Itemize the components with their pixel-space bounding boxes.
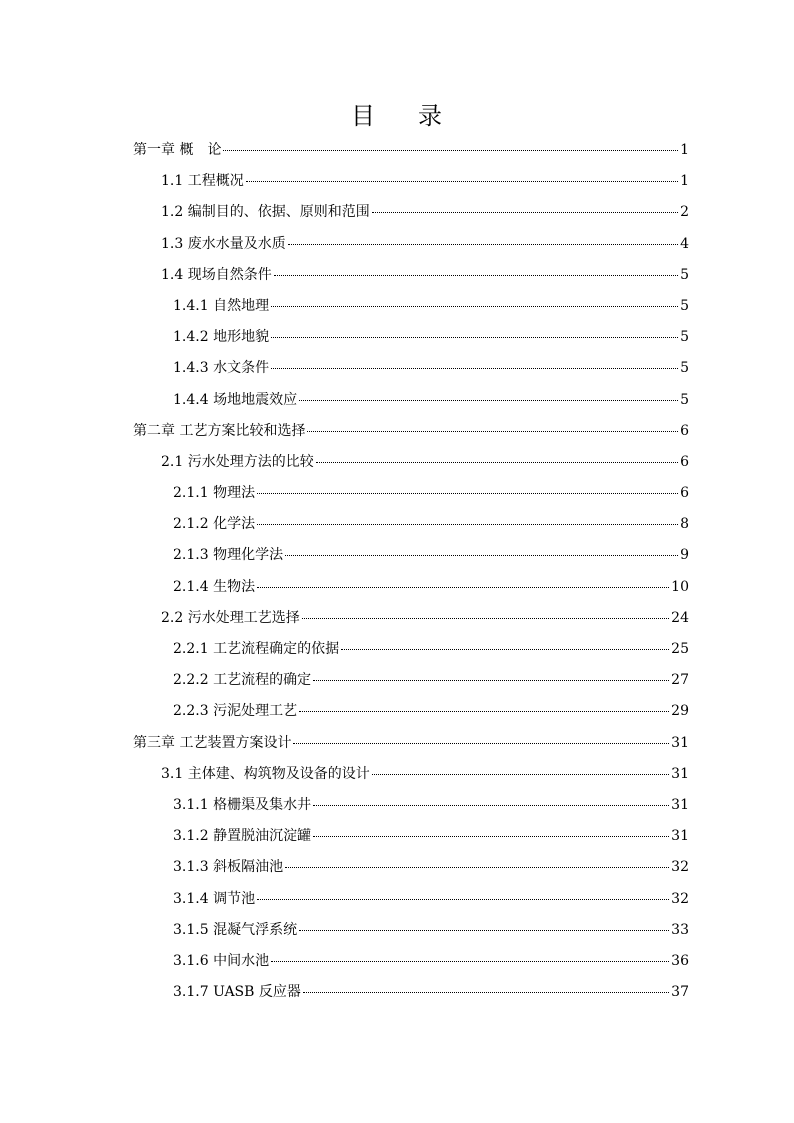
toc-dot-leader: [313, 680, 669, 681]
toc-dot-leader: [271, 368, 678, 369]
toc-entry-page-number: 1: [680, 142, 689, 158]
toc-entry[interactable]: [133, 576, 689, 607]
toc-entry-page-number: 29: [671, 703, 689, 720]
toc-entry[interactable]: [133, 981, 689, 1012]
toc-dot-leader: [285, 555, 678, 556]
toc-entry-label: 1.2 编制目的、依据、原则和范围: [161, 204, 370, 221]
toc-dot-leader: [313, 836, 669, 837]
toc-entry[interactable]: [133, 607, 689, 638]
toc-entry-label: 3.1.6 中间水池: [173, 952, 270, 969]
toc-dot-leader: [257, 524, 678, 525]
toc-entry[interactable]: [133, 264, 689, 295]
toc-entry-label: 2.2.3 污泥处理工艺: [173, 703, 298, 720]
toc-entry-page-number: 32: [671, 890, 689, 907]
toc-entry-label: 第三章 工艺装置方案设计: [133, 734, 292, 751]
toc-entry-page-number: 5: [680, 329, 689, 346]
toc-dot-leader: [257, 587, 669, 588]
toc-dot-leader: [316, 462, 678, 463]
toc-entry[interactable]: [133, 295, 689, 326]
toc-entry-page-number: 6: [680, 453, 689, 470]
toc-entry[interactable]: [133, 357, 689, 388]
toc-entry-label: 3.1.5 混凝气浮系统: [173, 921, 298, 938]
toc-entry-page-number: 31: [671, 734, 689, 751]
toc-dot-leader: [372, 774, 669, 775]
toc-entry-label: 1.4.1 自然地理: [173, 297, 270, 314]
table-of-contents: [133, 139, 689, 1012]
toc-dot-leader: [303, 992, 669, 993]
toc-entry-label: 2.2.2 工艺流程的确定: [173, 672, 312, 689]
title-char-2: 录: [418, 102, 443, 130]
toc-dot-leader: [299, 711, 669, 712]
toc-entry[interactable]: [133, 389, 689, 420]
toc-dot-leader: [313, 805, 669, 806]
toc-entry-label: 1.3 废水水量及水质: [161, 235, 286, 252]
toc-entry-page-number: 4: [680, 235, 689, 252]
toc-entry[interactable]: [133, 669, 689, 700]
toc-entry-label: 2.1 污水处理方法的比较: [161, 453, 314, 470]
toc-entry-label: 3.1.4 调节池: [173, 890, 256, 907]
toc-dot-leader: [302, 618, 669, 619]
toc-entry[interactable]: [133, 170, 689, 201]
toc-entry[interactable]: [133, 201, 689, 232]
toc-entry-label: 2.1.4 生物法: [173, 578, 256, 595]
toc-dot-leader: [307, 431, 678, 432]
title-char-1: 目: [351, 102, 376, 130]
toc-entry-page-number: 31: [671, 796, 689, 813]
toc-entry[interactable]: [133, 700, 689, 731]
toc-dot-leader: [288, 244, 678, 245]
toc-entry[interactable]: [133, 139, 689, 170]
toc-entry[interactable]: [133, 513, 689, 544]
toc-entry[interactable]: [133, 825, 689, 856]
toc-dot-leader: [372, 212, 678, 213]
toc-entry[interactable]: [133, 763, 689, 794]
toc-entry-page-number: 31: [671, 828, 689, 845]
toc-entry-label: 3.1.1 格栅渠及集水井: [173, 796, 312, 813]
toc-entry-page-number: 32: [671, 859, 689, 876]
toc-entry-page-number: 5: [680, 297, 689, 314]
toc-dot-leader: [271, 306, 678, 307]
toc-entry-page-number: 8: [680, 516, 689, 533]
toc-entry-page-number: 31: [671, 765, 689, 782]
toc-entry-label: 3.1 主体建、构筑物及设备的设计: [161, 765, 370, 782]
toc-entry-page-number: 36: [671, 952, 689, 969]
toc-entry[interactable]: [133, 544, 689, 575]
toc-entry[interactable]: [133, 794, 689, 825]
toc-entry-page-number: 6: [680, 485, 689, 502]
toc-dot-leader: [271, 961, 669, 962]
toc-dot-leader: [293, 743, 669, 744]
toc-entry[interactable]: [133, 732, 689, 763]
toc-dot-leader: [257, 493, 678, 494]
toc-dot-leader: [271, 337, 678, 338]
toc-entry-page-number: 37: [671, 984, 689, 1001]
toc-entry[interactable]: [133, 919, 689, 950]
toc-entry-page-number: 24: [671, 609, 689, 626]
toc-entry-page-number: 25: [671, 641, 689, 657]
toc-entry-page-number: 1: [680, 173, 689, 190]
toc-entry-label: 第一章 概 论: [133, 142, 222, 158]
toc-dot-leader: [341, 649, 669, 650]
toc-entry-page-number: 6: [680, 422, 689, 439]
toc-entry[interactable]: [133, 420, 689, 451]
toc-entry-label: 1.1 工程概况: [161, 173, 244, 190]
toc-entry-label: 2.2 污水处理工艺选择: [161, 609, 300, 626]
toc-entry[interactable]: [133, 856, 689, 887]
toc-entry-label: 2.1.1 物理法: [173, 485, 256, 502]
toc-entry[interactable]: [133, 888, 689, 919]
toc-entry-label: 3.1.2 静置脱油沉淀罐: [173, 828, 312, 845]
toc-entry-label: 2.2.1 工艺流程确定的依据: [173, 641, 340, 657]
toc-entry-label: 3.1.3 斜板隔油池: [173, 859, 284, 876]
toc-entry-label: 3.1.7 UASB 反应器: [173, 984, 301, 1001]
toc-entry[interactable]: [133, 233, 689, 264]
toc-entry-label: 2.1.3 物理化学法: [173, 547, 284, 564]
toc-entry-label: 1.4.3 水文条件: [173, 360, 270, 377]
toc-entry-label: 1.4.4 场地地震效应: [173, 391, 298, 408]
toc-entry-page-number: 27: [671, 672, 689, 689]
toc-entry-page-number: 5: [680, 266, 689, 283]
toc-dot-leader: [274, 275, 678, 276]
toc-entry-label: 1.4.2 地形地貌: [173, 329, 270, 346]
toc-entry-page-number: 2: [680, 204, 689, 221]
toc-dot-leader: [285, 867, 669, 868]
toc-entry-label: 2.1.2 化学法: [173, 516, 256, 533]
toc-entry[interactable]: [133, 638, 689, 669]
toc-dot-leader: [246, 181, 678, 182]
toc-entry-page-number: 9: [680, 547, 689, 564]
toc-entry[interactable]: [133, 482, 689, 513]
toc-entry[interactable]: [133, 451, 689, 482]
toc-entry[interactable]: [133, 326, 689, 357]
toc-entry[interactable]: [133, 950, 689, 981]
toc-entry-page-number: 10: [671, 578, 689, 595]
page-title: [0, 96, 794, 131]
toc-dot-leader: [299, 930, 669, 931]
toc-entry-label: 1.4 现场自然条件: [161, 266, 272, 283]
toc-dot-leader: [299, 400, 678, 401]
toc-entry-page-number: 5: [680, 391, 689, 408]
toc-entry-label: 第二章 工艺方案比较和选择: [133, 422, 306, 439]
toc-dot-leader: [257, 899, 669, 900]
toc-entry-page-number: 5: [680, 360, 689, 377]
toc-entry-page-number: 33: [671, 921, 689, 938]
toc-dot-leader: [223, 150, 678, 151]
